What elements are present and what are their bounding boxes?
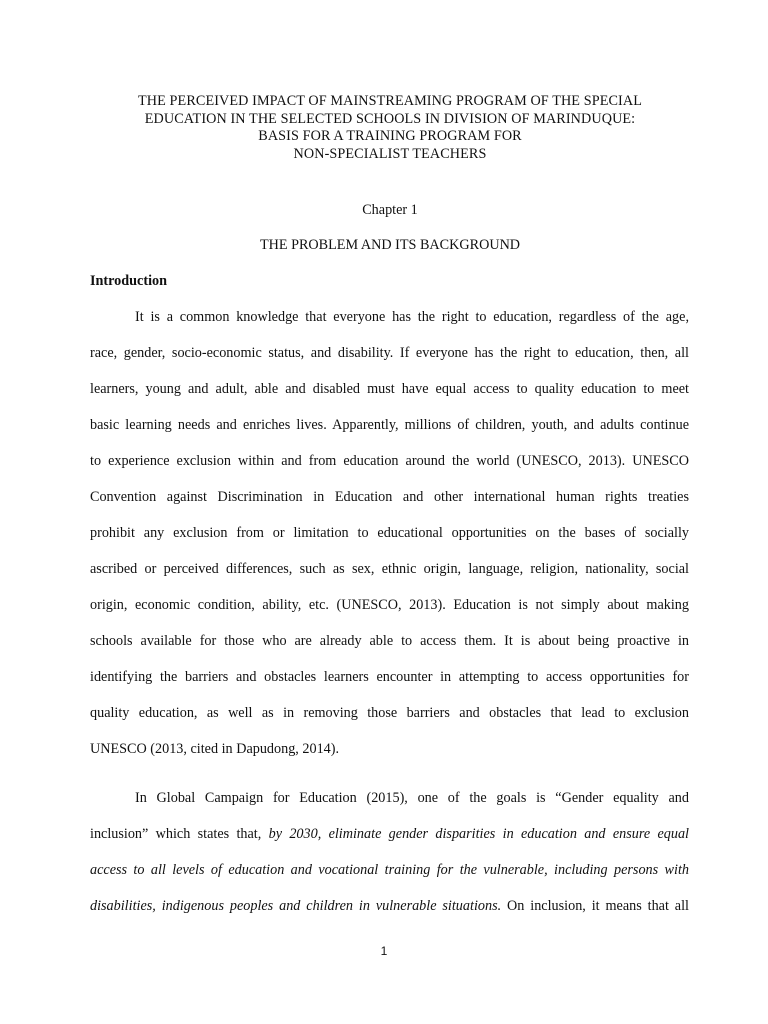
paragraph-line: access to all levels of education and vocational training for the vulnerable, including persons with — [90, 862, 689, 878]
paper-title — [90, 93, 690, 163]
paragraph-italic-text: by 2030, eliminate gender disparities in education and ensure equal — [261, 826, 689, 842]
title-line: EDUCATION IN THE SELECTED SCHOOLS IN DIVISION OF MARINDUQUE: — [144, 110, 636, 127]
paragraph-line: It is a common knowledge that everyone has the right to education, regardless of the age, — [135, 309, 689, 325]
title-line: BASIS FOR A TRAINING PROGRAM FOR — [258, 128, 522, 145]
paragraph-italic-text: disabilities, indigenous peoples and children in vulnerable situations. — [90, 898, 502, 914]
paragraph-line: basic learning needs and enriches lives. Apparently, millions of children, youth, and adults continue — [90, 417, 689, 433]
paragraph-line: origin, economic condition, ability, etc. (UNESCO, 2013). Education is not simply about making — [90, 597, 689, 613]
paragraph-global-campaign — [90, 780, 689, 924]
paragraph-line: In Global Campaign for Education (2015), one of the goals is “Gender equality and — [135, 790, 689, 806]
title-line: NON-SPECIALIST TEACHERS — [293, 145, 487, 162]
chapter-title: THE PROBLEM AND ITS BACKGROUND — [259, 237, 521, 253]
paragraph-line: quality education, as well as in removing those barriers and obstacles that lead to exclusion — [90, 705, 689, 721]
paragraph-line: identifying the barriers and obstacles learners encounter in attempting to access opportunities for — [90, 669, 689, 685]
paragraph-line: Convention against Discrimination in Education and other international human rights treaties — [90, 489, 689, 505]
paragraph-line: learners, young and adult, able and disabled must have equal access to quality education to meet — [90, 381, 689, 397]
chapter-label: Chapter 1 — [362, 202, 418, 218]
title-line: THE PERCEIVED IMPACT OF MAINSTREAMING PROGRAM OF THE SPECIAL — [138, 93, 642, 109]
paragraph-line: UNESCO (2013, cited in Dapudong, 2014). — [90, 741, 340, 757]
paragraph-text: inclusion” which states that, — [90, 826, 262, 842]
page-number: 1 — [380, 944, 388, 958]
paragraph-introduction — [90, 299, 689, 767]
paragraph-line: to experience exclusion within and from education around the world (UNESCO, 2013). UNESCO — [90, 453, 689, 469]
paragraph-line: ascribed or perceived differences, such as sex, ethnic origin, language, religion, nationality, social — [90, 561, 689, 577]
paragraph-line — [90, 888, 689, 924]
section-heading: Introduction — [90, 273, 167, 289]
paragraph-line — [90, 816, 689, 852]
paragraph-text: On inclusion, it means that all — [501, 898, 689, 914]
paragraph-line: prohibit any exclusion from or limitation to educational opportunities on the bases of socially — [90, 525, 689, 541]
paragraph-line: schools available for those who are already able to access them. It is about being proactive in — [90, 633, 689, 649]
paragraph-line: race, gender, socio-economic status, and disability. If everyone has the right to education, then, all — [90, 345, 689, 361]
